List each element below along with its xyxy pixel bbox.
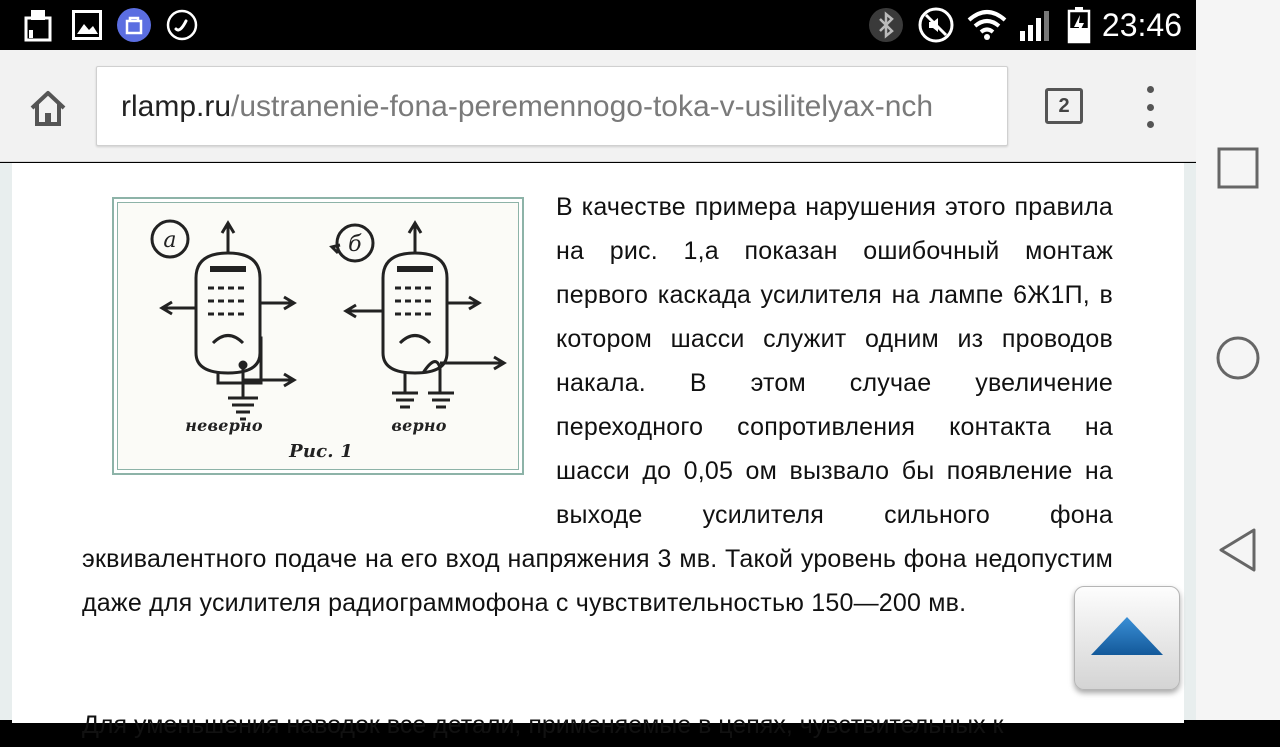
- figure-label-a: а: [163, 228, 177, 253]
- bluetooth-icon: [866, 0, 906, 50]
- phone-icon: [164, 0, 200, 50]
- url-path: /ustranenie-fona-peremennogo-toka-v-usilitelyax-nch: [231, 90, 934, 123]
- home-nav-icon[interactable]: [1196, 318, 1280, 398]
- url-bar[interactable]: [96, 66, 1008, 146]
- figure-caption: Рис. 1: [289, 441, 353, 462]
- url-domain: rlamp.ru: [121, 90, 232, 123]
- article-paragraph: [82, 185, 1113, 625]
- browser-toolbar: [0, 50, 1196, 162]
- tab-switcher-button[interactable]: 2: [1045, 88, 1083, 124]
- figure-label-b: б: [348, 232, 362, 257]
- web-content[interactable]: [0, 163, 1196, 739]
- home-icon[interactable]: [22, 82, 74, 134]
- status-bar: [0, 0, 1196, 50]
- figure-caption-right: верно: [391, 416, 447, 435]
- article-page: [12, 163, 1184, 739]
- wifi-icon: [966, 0, 1008, 50]
- back-icon[interactable]: [1196, 510, 1280, 590]
- url-text[interactable]: [121, 67, 933, 147]
- system-nav-bar: [1196, 0, 1280, 720]
- mute-icon: [916, 0, 956, 50]
- battery-icon: [1066, 0, 1092, 50]
- status-time: 23:46: [1101, 7, 1182, 43]
- recents-icon[interactable]: [1196, 128, 1280, 208]
- tube-circuit-diagram: [118, 203, 520, 471]
- arrow-up-icon: [1087, 613, 1167, 663]
- article-paragraph-2: Для уменьшения наводок все детали, применяемые в цепях, чувствительных к: [82, 711, 1004, 739]
- signal-icon: [1016, 0, 1056, 50]
- store-app-icon: [116, 0, 152, 50]
- figure-caption-wrong: неверно: [185, 416, 263, 435]
- overflow-menu-icon[interactable]: [1136, 86, 1164, 128]
- image-icon: [70, 0, 104, 50]
- figure-image: [112, 197, 524, 475]
- paragraph-text: В качестве примера нарушения этого правила на рис. 1,а показан ошибочный монтаж первого каскада усилителя на лампе 6Ж1П, в котором шасси служит одним из проводов накала. В этом случае увеличение переходного сопротивления контакта на шасси до 0,05 ом вызвало бы появление на выходе усилителя сильного фона эквивалентного подаче на его вход напряжения 3 мв. Такой уровень фона недопустим даже для усилителя радиограммофона с чувствительностью 150—200 мв.: [82, 193, 1113, 617]
- notification-app-icon: [22, 0, 54, 50]
- scroll-to-top-button[interactable]: [1074, 586, 1180, 690]
